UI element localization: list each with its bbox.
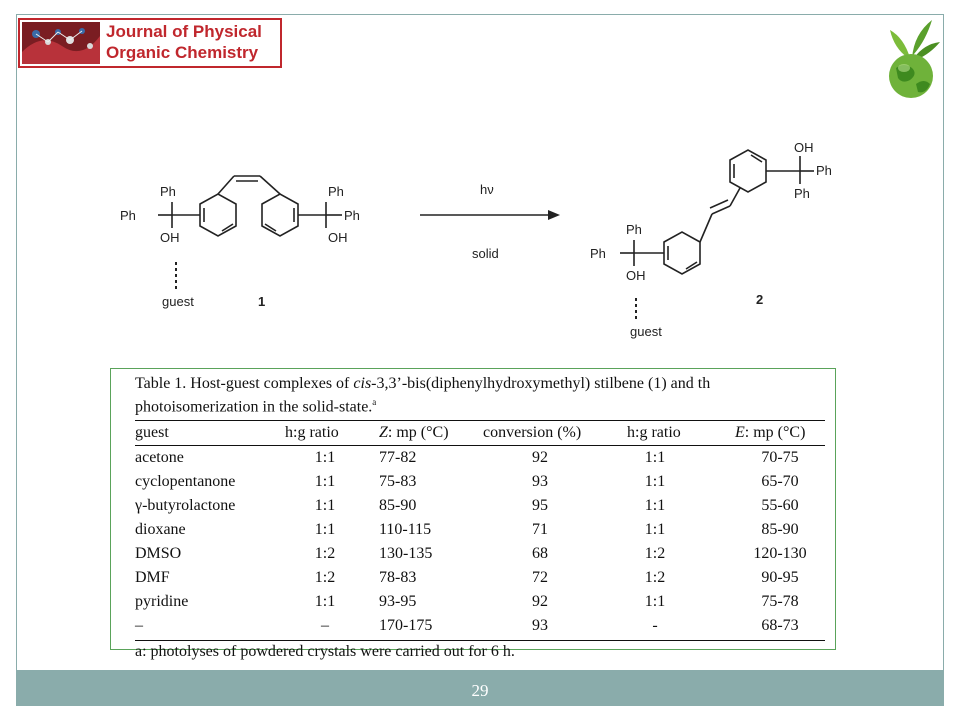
cell-hg-ratio: 1:1	[314, 521, 336, 539]
cell-e-mp: 55-60	[761, 497, 799, 515]
cell-z-mp: 93-95	[379, 593, 417, 611]
cell-hg-ratio: 1:1	[314, 449, 336, 467]
caption-italic: cis	[353, 375, 372, 392]
table-row	[135, 470, 825, 494]
cell-e-mp: 90-95	[761, 569, 799, 587]
benzene-ring-1a	[200, 194, 236, 236]
benzene-ring-1b	[262, 194, 298, 236]
cell-hg-ratio: 1:1	[314, 593, 336, 611]
header-guest: guest	[135, 424, 169, 442]
cell-z-mp: 110-115	[379, 521, 432, 539]
guest-label: guest	[630, 324, 662, 339]
journal-title-line1: Journal of Physical	[106, 22, 262, 41]
cell-conversion: 93	[532, 617, 548, 635]
ph-label: Ph	[590, 246, 606, 261]
cell-e-mp: 120-130	[753, 545, 807, 563]
data-table	[135, 374, 825, 663]
cell-conversion: 71	[532, 521, 548, 539]
journal-title-line2: Organic Chemistry	[106, 43, 259, 62]
cell-hg-ratio-2: 1:1	[644, 473, 666, 491]
benzene-ring-2a	[664, 232, 700, 274]
cell-guest: –	[135, 617, 143, 635]
ph-label: Ph	[816, 163, 832, 178]
cell-guest: dioxane	[135, 521, 186, 539]
cell-z-mp: 85-90	[379, 497, 417, 515]
cell-hg-ratio-2: 1:2	[644, 569, 666, 587]
table-row	[135, 542, 825, 566]
cell-conversion: 92	[532, 449, 548, 467]
oh-label: OH	[794, 140, 814, 155]
table-row	[135, 566, 825, 590]
cell-conversion: 72	[532, 569, 548, 587]
caption-text: Table 1. Host-guest complexes of	[135, 375, 354, 392]
ph-label: Ph	[626, 222, 642, 237]
cell-hg-ratio-2: 1:1	[644, 449, 666, 467]
ph-label: Ph	[160, 184, 176, 199]
table-row	[135, 590, 825, 614]
table-header-row	[135, 421, 825, 445]
table-row	[135, 494, 825, 518]
cell-conversion: 95	[532, 497, 548, 515]
cell-z-mp: 77-82	[379, 449, 417, 467]
table-row	[135, 446, 825, 470]
cell-hg-ratio-2: 1:1	[644, 593, 666, 611]
table-row	[135, 518, 825, 542]
cell-conversion: 68	[532, 545, 548, 563]
oh-label: OH	[160, 230, 180, 245]
ph-label: Ph	[794, 186, 810, 201]
cell-hg-ratio: 1:2	[314, 569, 336, 587]
table-row	[135, 614, 825, 638]
cell-hg-ratio: 1:1	[314, 473, 336, 491]
cell-e-mp: 75-78	[761, 593, 799, 611]
cell-z-mp: 170-175	[379, 617, 433, 635]
ph-label: Ph	[344, 208, 360, 223]
caption-text: photoisomerization in the solid-state.	[135, 398, 373, 416]
cell-z-mp: 78-83	[379, 569, 417, 587]
header-hg-ratio: h:g ratio	[285, 424, 339, 442]
cell-hg-ratio-2: 1:1	[644, 497, 666, 515]
oh-label: OH	[328, 230, 348, 245]
table-footnote: a: photolyses of powdered crystals were carried out for 6 h.	[135, 643, 515, 661]
arrow-condition-bottom: solid	[472, 246, 499, 261]
cell-hg-ratio-2: 1:1	[644, 521, 666, 539]
cell-hg-ratio-2: -	[652, 617, 658, 635]
cell-conversion: 93	[532, 473, 548, 491]
cell-conversion: 92	[532, 593, 548, 611]
cell-e-mp: 65-70	[761, 473, 799, 491]
header-z-mp: Z: mp (°C)	[379, 424, 449, 442]
arrow-condition-top: hν	[480, 182, 494, 197]
journal-logo	[18, 18, 282, 68]
ph-label: Ph	[120, 208, 136, 223]
reaction-scheme	[100, 130, 860, 350]
oh-label: OH	[626, 268, 646, 283]
cell-e-mp: 68-73	[761, 617, 799, 635]
caption-text: -3,3’-bis(diphenylhydroxymethyl) stilbene (1) and th	[371, 375, 711, 392]
table-caption	[135, 374, 825, 393]
compound-2-label: 2	[756, 292, 764, 307]
cell-hg-ratio: 1:2	[314, 545, 336, 563]
cell-z-mp: 75-83	[379, 473, 417, 491]
cell-hg-ratio: 1:1	[314, 497, 336, 515]
cell-hg-ratio-2: 1:2	[644, 545, 666, 563]
cell-guest: DMSO	[135, 545, 182, 563]
benzene-ring-2b	[730, 150, 766, 192]
cell-e-mp: 85-90	[761, 521, 799, 539]
page-number: 29	[471, 681, 489, 700]
table-panel	[110, 368, 836, 661]
cell-guest: pyridine	[135, 593, 189, 611]
footnote-marker: a	[372, 397, 377, 407]
cell-hg-ratio: –	[321, 617, 329, 635]
cell-guest: cyclopentanone	[135, 473, 236, 491]
cell-guest: acetone	[135, 449, 184, 467]
green-globe-icon	[874, 14, 948, 100]
cell-z-mp: 130-135	[379, 545, 433, 563]
cell-e-mp: 70-75	[761, 449, 799, 467]
header-hg-ratio-2: h:g ratio	[627, 424, 681, 442]
header-conversion: conversion (%)	[483, 424, 582, 442]
journal-cover-thumbnail-icon	[22, 22, 100, 64]
table-body	[135, 446, 825, 638]
compound-1-label: 1	[258, 294, 266, 309]
header-e-mp: E: mp (°C)	[735, 424, 806, 442]
table-caption-line2	[135, 393, 825, 416]
guest-label: guest	[162, 294, 194, 309]
ph-label: Ph	[328, 184, 344, 199]
cell-guest: γ-butyrolactone	[135, 497, 236, 515]
cell-guest: DMF	[135, 569, 170, 587]
